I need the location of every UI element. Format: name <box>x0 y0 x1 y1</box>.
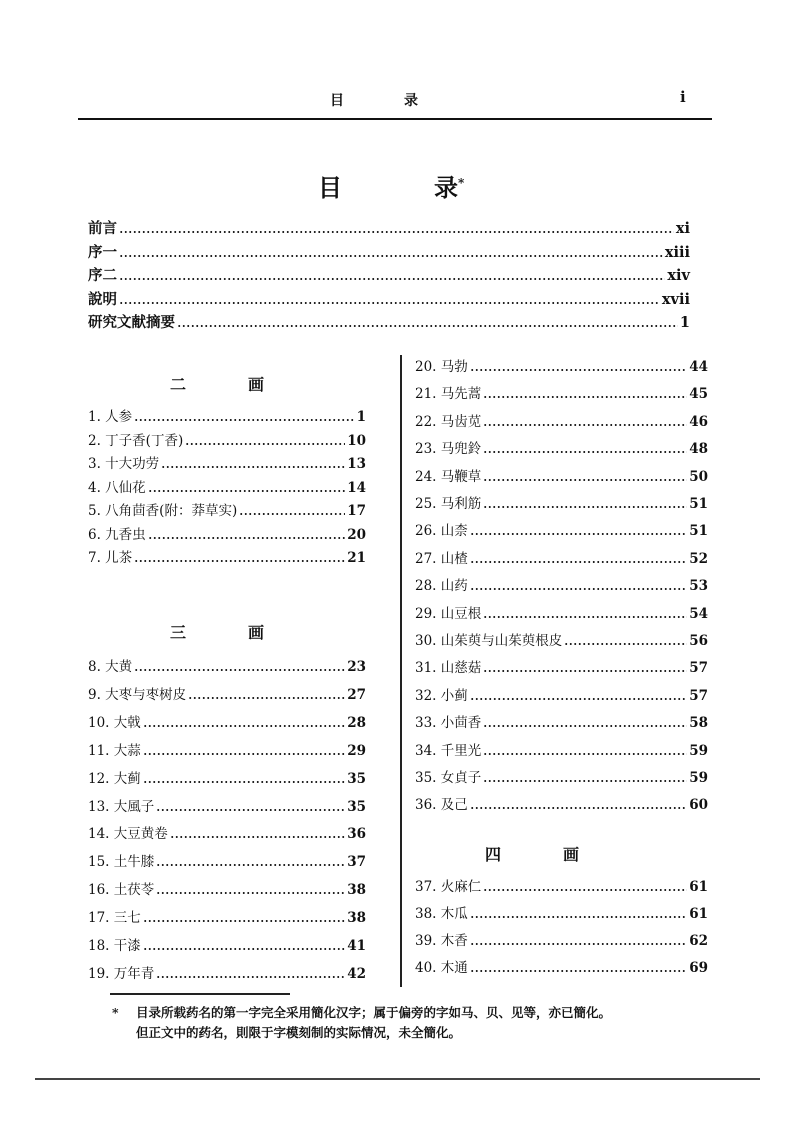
entry-page: 69 <box>689 960 708 976</box>
entry-label: 研究文献摘要 <box>88 314 175 331</box>
toc-entry[interactable] <box>88 549 366 567</box>
toc-entry[interactable] <box>88 291 690 309</box>
dot-leader <box>134 559 345 563</box>
entry-page: 50 <box>689 468 708 485</box>
dot-leader <box>239 512 345 516</box>
entry-label: 22. 马齿苋 <box>415 413 482 430</box>
entry-page: 17 <box>347 503 366 519</box>
entry-page: 38 <box>347 910 366 927</box>
dot-leader <box>483 395 687 399</box>
footnote-line2: 但正文中的药名，則限于字模刻制的实际情况，未全簡化。 <box>136 1025 462 1040</box>
entry-page: 58 <box>689 715 708 732</box>
entry-page: 54 <box>689 605 708 622</box>
entry-label: 6. 九香虫 <box>88 526 146 543</box>
heading-word: 画 <box>563 845 580 864</box>
entry-label: 40. 木通 <box>415 960 468 976</box>
heading-word: 画 <box>248 623 265 642</box>
dot-leader <box>483 423 687 427</box>
entry-label: 21. 马先蒿 <box>415 386 482 403</box>
dot-leader <box>470 532 687 536</box>
entry-label: 28. 山药 <box>415 578 468 595</box>
stroke-section-heading <box>485 842 579 865</box>
column-divider <box>400 355 402 987</box>
dot-leader <box>470 587 687 591</box>
entry-label: 30. 山茱萸与山茱萸根皮 <box>415 633 563 649</box>
entry-page: 14 <box>347 479 366 496</box>
entry-label: 24. 马鞭草 <box>415 468 482 485</box>
toc-entry[interactable] <box>88 686 366 704</box>
entry-label: 14. 大豆黄卷 <box>88 826 168 843</box>
entry-label: 26. 山柰 <box>415 523 468 540</box>
running-title: 目录 <box>330 93 478 109</box>
entry-label: 10. 大戟 <box>88 714 141 731</box>
entry-page: xiv <box>667 267 690 284</box>
toc-entry[interactable] <box>415 385 708 403</box>
toc-entry[interactable] <box>415 632 708 650</box>
entry-page: 46 <box>689 413 708 430</box>
toc-entry[interactable] <box>88 714 366 732</box>
title-part1: 目 <box>318 173 342 202</box>
bottom-rule <box>35 1078 760 1080</box>
entry-page: 37 <box>347 854 366 871</box>
entry-label: 序二 <box>88 267 117 284</box>
entry-label: 4. 八仙花 <box>88 479 146 496</box>
entry-page: 35 <box>347 798 366 815</box>
entry-label: 說明 <box>88 290 117 308</box>
dot-leader <box>119 301 660 305</box>
entry-label: 17. 三七 <box>88 910 141 927</box>
toc-entry[interactable] <box>88 455 366 473</box>
dot-leader <box>134 668 345 672</box>
entry-label: 27. 山楂 <box>415 550 468 567</box>
entry-page: 29 <box>347 742 366 759</box>
entry-page: 41 <box>347 938 366 954</box>
dot-leader <box>119 230 674 234</box>
entry-page: 45 <box>689 386 708 403</box>
entry-page: 44 <box>689 359 708 375</box>
entry-label: 38. 木瓜 <box>415 906 468 922</box>
entry-page: 52 <box>689 550 708 567</box>
toc-entry[interactable] <box>415 796 708 814</box>
entry-page: 51 <box>689 496 708 512</box>
entry-label: 16. 土茯苓 <box>88 882 155 899</box>
toc-entry[interactable] <box>88 658 366 676</box>
dot-leader <box>483 505 687 509</box>
dot-leader <box>470 697 687 701</box>
dot-leader <box>470 560 687 564</box>
toc-entry[interactable] <box>88 825 366 843</box>
entry-page: xvii <box>661 290 690 308</box>
dot-leader <box>483 450 687 454</box>
footnote-mark: * <box>112 1005 119 1020</box>
entry-page: 1 <box>679 314 690 331</box>
entry-page: 20 <box>347 526 366 543</box>
toc-entry[interactable] <box>415 659 708 677</box>
dot-leader <box>188 696 345 700</box>
entry-page: 61 <box>689 906 708 922</box>
toc-entry[interactable] <box>88 909 366 927</box>
entry-page: 21 <box>347 550 366 566</box>
toc-entry[interactable] <box>415 605 708 623</box>
toc-entry[interactable] <box>88 742 366 760</box>
entry-page: 36 <box>347 826 366 843</box>
toc-entry[interactable] <box>415 358 708 376</box>
title-footnote-mark: * <box>458 176 465 190</box>
toc-entry[interactable] <box>88 479 366 497</box>
toc-entry[interactable] <box>88 853 366 871</box>
dot-leader <box>470 942 687 946</box>
entry-page: 57 <box>689 660 708 677</box>
entry-page: 10 <box>347 432 366 449</box>
entry-label: 2. 丁子香(丁香) <box>88 432 184 449</box>
toc-entry[interactable] <box>88 502 366 520</box>
title-part2: 录 <box>434 173 458 202</box>
entry-page: 51 <box>689 523 708 540</box>
dot-leader <box>143 724 345 728</box>
toc-entry[interactable] <box>415 769 708 787</box>
entry-label: 25. 马利筋 <box>415 496 482 512</box>
dot-leader <box>156 891 345 895</box>
toc-entry[interactable] <box>415 687 708 705</box>
dot-leader <box>161 465 345 469</box>
toc-entry[interactable] <box>88 798 366 816</box>
dot-leader <box>156 975 345 979</box>
dot-leader <box>564 642 687 646</box>
dot-leader <box>470 915 687 919</box>
entry-label: 9. 大枣与枣树皮 <box>88 686 187 703</box>
toc-entry[interactable] <box>415 932 708 950</box>
heading-number: 二 <box>170 375 187 394</box>
toc-entry[interactable] <box>415 878 708 896</box>
entry-page: 35 <box>347 770 366 787</box>
toc-entry[interactable] <box>415 522 708 540</box>
entry-page: xi <box>675 220 690 237</box>
toc-entry[interactable] <box>88 244 690 262</box>
toc-entry[interactable] <box>415 440 708 458</box>
stroke-section-heading <box>170 620 264 643</box>
entry-page: 48 <box>689 441 708 458</box>
toc-entry[interactable] <box>415 577 708 595</box>
entry-label: 7. 儿茶 <box>88 550 133 566</box>
toc-entry[interactable] <box>415 742 708 760</box>
toc-entry[interactable] <box>88 965 366 983</box>
toc-entry[interactable] <box>88 770 366 788</box>
entry-page: 38 <box>347 882 366 899</box>
dot-leader <box>483 478 687 482</box>
entry-label: 31. 山慈菇 <box>415 660 482 677</box>
toc-entry[interactable] <box>415 905 708 923</box>
page-number: i <box>680 88 686 106</box>
dot-leader <box>470 368 687 372</box>
entry-label: 8. 大黄 <box>88 659 133 675</box>
dot-leader <box>483 888 687 892</box>
entry-label: 18. 干漆 <box>88 938 141 954</box>
entry-label: 29. 山豆根 <box>415 605 482 622</box>
toc-entry[interactable] <box>88 220 690 238</box>
entry-page: 27 <box>347 686 366 703</box>
dot-leader <box>119 254 663 258</box>
entry-label: 32. 小蓟 <box>415 687 468 704</box>
heading-number: 三 <box>170 623 187 642</box>
entry-label: 20. 马勃 <box>415 359 468 375</box>
entry-label: 35. 女貞子 <box>415 770 482 786</box>
footnote <box>112 1003 732 1043</box>
entry-page: 60 <box>689 797 708 814</box>
toc-entry[interactable] <box>88 432 366 450</box>
entry-label: 36. 及己 <box>415 797 468 814</box>
dot-leader <box>134 418 354 422</box>
entry-page: 13 <box>347 456 366 472</box>
dot-leader <box>483 779 687 783</box>
entry-page: 1 <box>356 409 366 425</box>
toc-entry[interactable] <box>415 714 708 732</box>
entry-label: 33. 小茴香 <box>415 715 482 732</box>
entry-label: 37. 火麻仁 <box>415 879 482 895</box>
entry-page: 28 <box>347 714 366 731</box>
dot-leader <box>170 835 345 839</box>
toc-entry[interactable] <box>415 550 708 568</box>
dot-leader <box>148 536 346 540</box>
entry-label: 12. 大蓟 <box>88 770 141 787</box>
entry-label: 1. 人参 <box>88 409 133 425</box>
entry-page: 59 <box>689 742 708 759</box>
heading-word: 画 <box>248 375 265 394</box>
dot-leader <box>185 442 345 446</box>
dot-leader <box>483 615 687 619</box>
entry-label: 34. 千里光 <box>415 742 482 759</box>
entry-page: xiii <box>664 243 690 261</box>
heading-number: 四 <box>485 845 502 864</box>
stroke-section-heading <box>170 372 264 395</box>
entry-page: 61 <box>689 879 708 895</box>
dot-leader <box>177 324 678 328</box>
dot-leader <box>148 489 346 493</box>
entry-label: 5. 八角茴香(附：莽草实) <box>88 503 238 519</box>
entry-label: 23. 马兜鈴 <box>415 441 482 458</box>
toc-entry[interactable] <box>88 937 366 955</box>
entry-page: 23 <box>347 659 366 675</box>
entry-label: 15. 土牛膝 <box>88 854 155 871</box>
entry-label: 前言 <box>88 220 117 237</box>
entry-page: 53 <box>689 578 708 595</box>
dot-leader <box>483 724 687 728</box>
entry-label: 11. 大蒜 <box>88 742 141 759</box>
header-rule <box>78 118 712 120</box>
dot-leader <box>143 780 345 784</box>
toc-entry[interactable] <box>88 314 690 332</box>
toc-entry[interactable] <box>88 267 690 285</box>
dot-leader <box>470 806 687 810</box>
entry-label: 19. 万年青 <box>88 965 155 982</box>
entry-page: 59 <box>689 770 708 786</box>
dot-leader <box>143 947 345 951</box>
entry-page: 62 <box>689 933 708 949</box>
footnote-line1: 目录所载药名的第一字完全采用簡化汉字；属于偏旁的字如马、贝、见等，亦已簡化。 <box>136 1005 612 1020</box>
toc-entry[interactable] <box>88 881 366 899</box>
dot-leader <box>143 919 345 923</box>
entry-page: 42 <box>347 965 366 982</box>
entry-page: 56 <box>689 633 708 649</box>
dot-leader <box>470 969 687 973</box>
entry-label: 13. 大風子 <box>88 798 155 815</box>
dot-leader <box>156 808 345 812</box>
entry-label: 39. 木香 <box>415 933 468 949</box>
footnote-rule <box>110 993 290 995</box>
dot-leader <box>483 669 687 673</box>
toc-entry[interactable] <box>88 526 366 544</box>
toc-entry[interactable] <box>415 413 708 431</box>
toc-entry[interactable] <box>415 959 708 977</box>
toc-entry[interactable] <box>88 408 366 426</box>
entry-label: 序一 <box>88 243 117 261</box>
entry-label: 3. 十大功劳 <box>88 456 160 472</box>
dot-leader <box>483 752 687 756</box>
dot-leader <box>119 277 665 281</box>
page-title <box>318 168 464 203</box>
entry-page: 57 <box>689 687 708 704</box>
toc-entry[interactable] <box>415 495 708 513</box>
dot-leader <box>156 863 345 867</box>
toc-entry[interactable] <box>415 468 708 486</box>
dot-leader <box>143 752 345 756</box>
